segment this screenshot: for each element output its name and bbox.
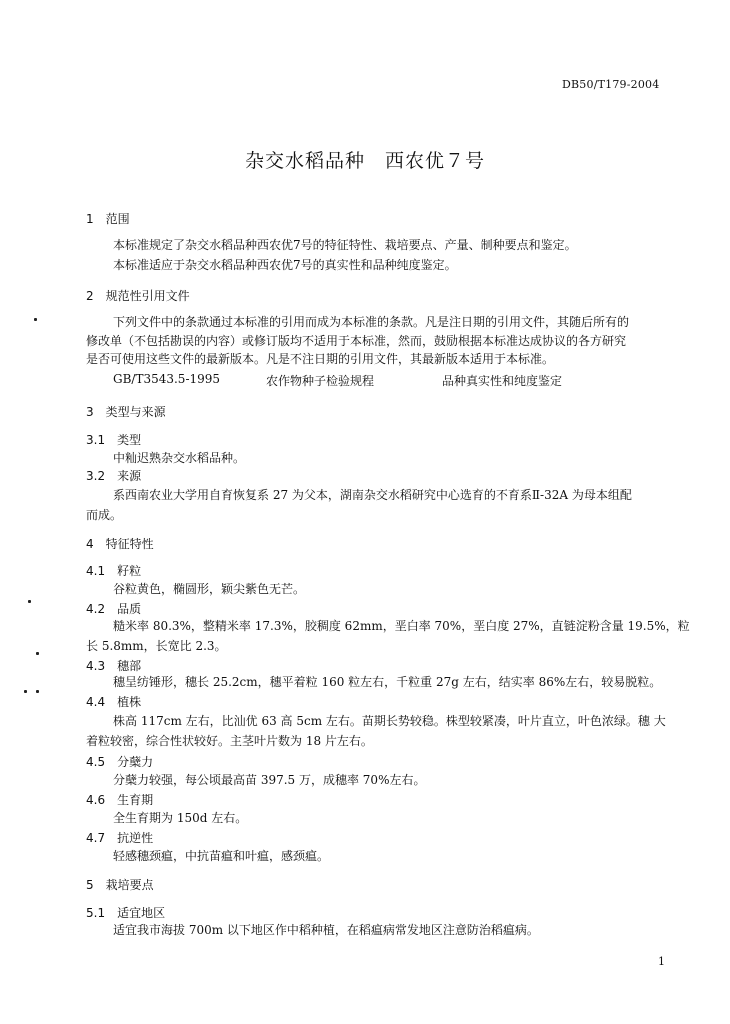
section-1-paragraph-2: 本标准适应于杂交水稻品种西农优7号的真实性和品种纯度鉴定。 <box>113 258 457 272</box>
subsection-3-2-text-line-2: 而成。 <box>86 508 123 522</box>
subsection-4-4-heading: 4.4 植株 <box>86 695 142 709</box>
reference-part: 品种真实性和纯度鉴定 <box>442 374 563 388</box>
subsection-4-4-text-line-2: 着粒较密，综合性状较好。主茎叶片数为 18 片左右。 <box>86 734 373 748</box>
subsection-5-1-heading: 5.1 适宜地区 <box>86 906 166 920</box>
subsection-4-1-text: 谷粒黄色，椭圆形，颖尖紫色无芒。 <box>113 582 306 596</box>
scan-speck <box>34 318 37 321</box>
subsection-4-6-heading: 4.6 生育期 <box>86 793 154 807</box>
subsection-4-1-heading: 4.1 籽粒 <box>86 564 142 578</box>
subsection-4-4-text-line-1: 株高 117cm 左右，比汕优 63 高 5cm 左右。苗期长势较稳。株型较紧凑，叶片直立，叶色浓绿。穗 大 <box>113 714 666 728</box>
subsection-4-2-heading: 4.2 品质 <box>86 602 142 616</box>
section-3-heading: 3 类型与来源 <box>86 405 166 419</box>
subsection-4-5-text: 分蘖力较强，每公顷最高苗 397.5 万，成穗率 70%左右。 <box>113 773 426 787</box>
reference-name: 农作物种子检验规程 <box>266 374 375 388</box>
subsection-4-7-text: 轻感穗颈瘟，中抗苗瘟和叶瘟，感颈瘟。 <box>113 849 330 863</box>
subsection-4-3-text: 穗呈纺锤形，穗长 25.2cm，穗平着粒 160 粒左右，千粒重 27g 左右，结实率 86%左右，较易脱粒。 <box>113 675 662 689</box>
page-number: 1 <box>658 955 665 968</box>
subsection-3-1-heading: 3.1 类型 <box>86 433 142 447</box>
section-1-heading: 1 范围 <box>86 212 130 226</box>
section-2-heading: 2 规范性引用文件 <box>86 289 190 303</box>
document-title: 杂交水稻品种 西农优７号 <box>244 150 485 172</box>
section-1-paragraph-1: 本标准规定了杂交水稻品种西农优7号的特征特性、栽培要点、产量、制种要点和鉴定。 <box>113 238 577 252</box>
subsection-3-2-text-line-1: 系西南农业大学用自育恢复系 27 为父本，湖南杂交水稻研究中心选育的不育系Ⅱ-32A 为母本组配 <box>113 488 632 502</box>
subsection-3-1-text: 中籼迟熟杂交水稻品种。 <box>113 451 246 465</box>
scan-speck <box>36 652 39 655</box>
section-4-heading: 4 特征特性 <box>86 537 154 551</box>
standard-code: DB50/T179-2004 <box>562 78 660 91</box>
scan-speck <box>36 690 39 693</box>
subsection-4-3-heading: 4.3 穗部 <box>86 659 142 673</box>
reference-code: GB/T3543.5-1995 <box>113 372 221 386</box>
subsection-4-7-heading: 4.7 抗逆性 <box>86 831 154 845</box>
scan-speck <box>24 690 27 693</box>
subsection-5-1-text: 适宜我市海拔 700m 以下地区作中稻种植，在稻瘟病常发地区注意防治稻瘟病。 <box>113 923 539 937</box>
subsection-4-2-text-line-1: 糙米率 80.3%，整精米率 17.3%，胶稠度 62mm，垩白率 70%，垩白度 27%，直链淀粉含量 19.5%，粒 <box>113 619 690 633</box>
subsection-4-2-text-line-2: 长 5.8mm，长宽比 2.3。 <box>86 639 227 653</box>
subsection-4-6-text: 全生育期为 150d 左右。 <box>113 811 248 825</box>
section-2-line-2: 修改单（不包括勘误的内容）或修订版均不适用于本标准，然而，鼓励根据本标准达成协议的各方研究 <box>86 334 627 348</box>
scan-speck <box>28 600 31 603</box>
subsection-4-5-heading: 4.5 分蘖力 <box>86 755 154 769</box>
section-2-line-3: 是否可使用这些文件的最新版本。凡是不注日期的引用文件，其最新版本适用于本标准。 <box>86 352 555 366</box>
section-5-heading: 5 栽培要点 <box>86 878 154 892</box>
section-2-line-1: 下列文件中的条款通过本标准的引用而成为本标准的条款。凡是注日期的引用文件，其随后所有的 <box>113 315 630 329</box>
subsection-3-2-heading: 3.2 来源 <box>86 469 142 483</box>
